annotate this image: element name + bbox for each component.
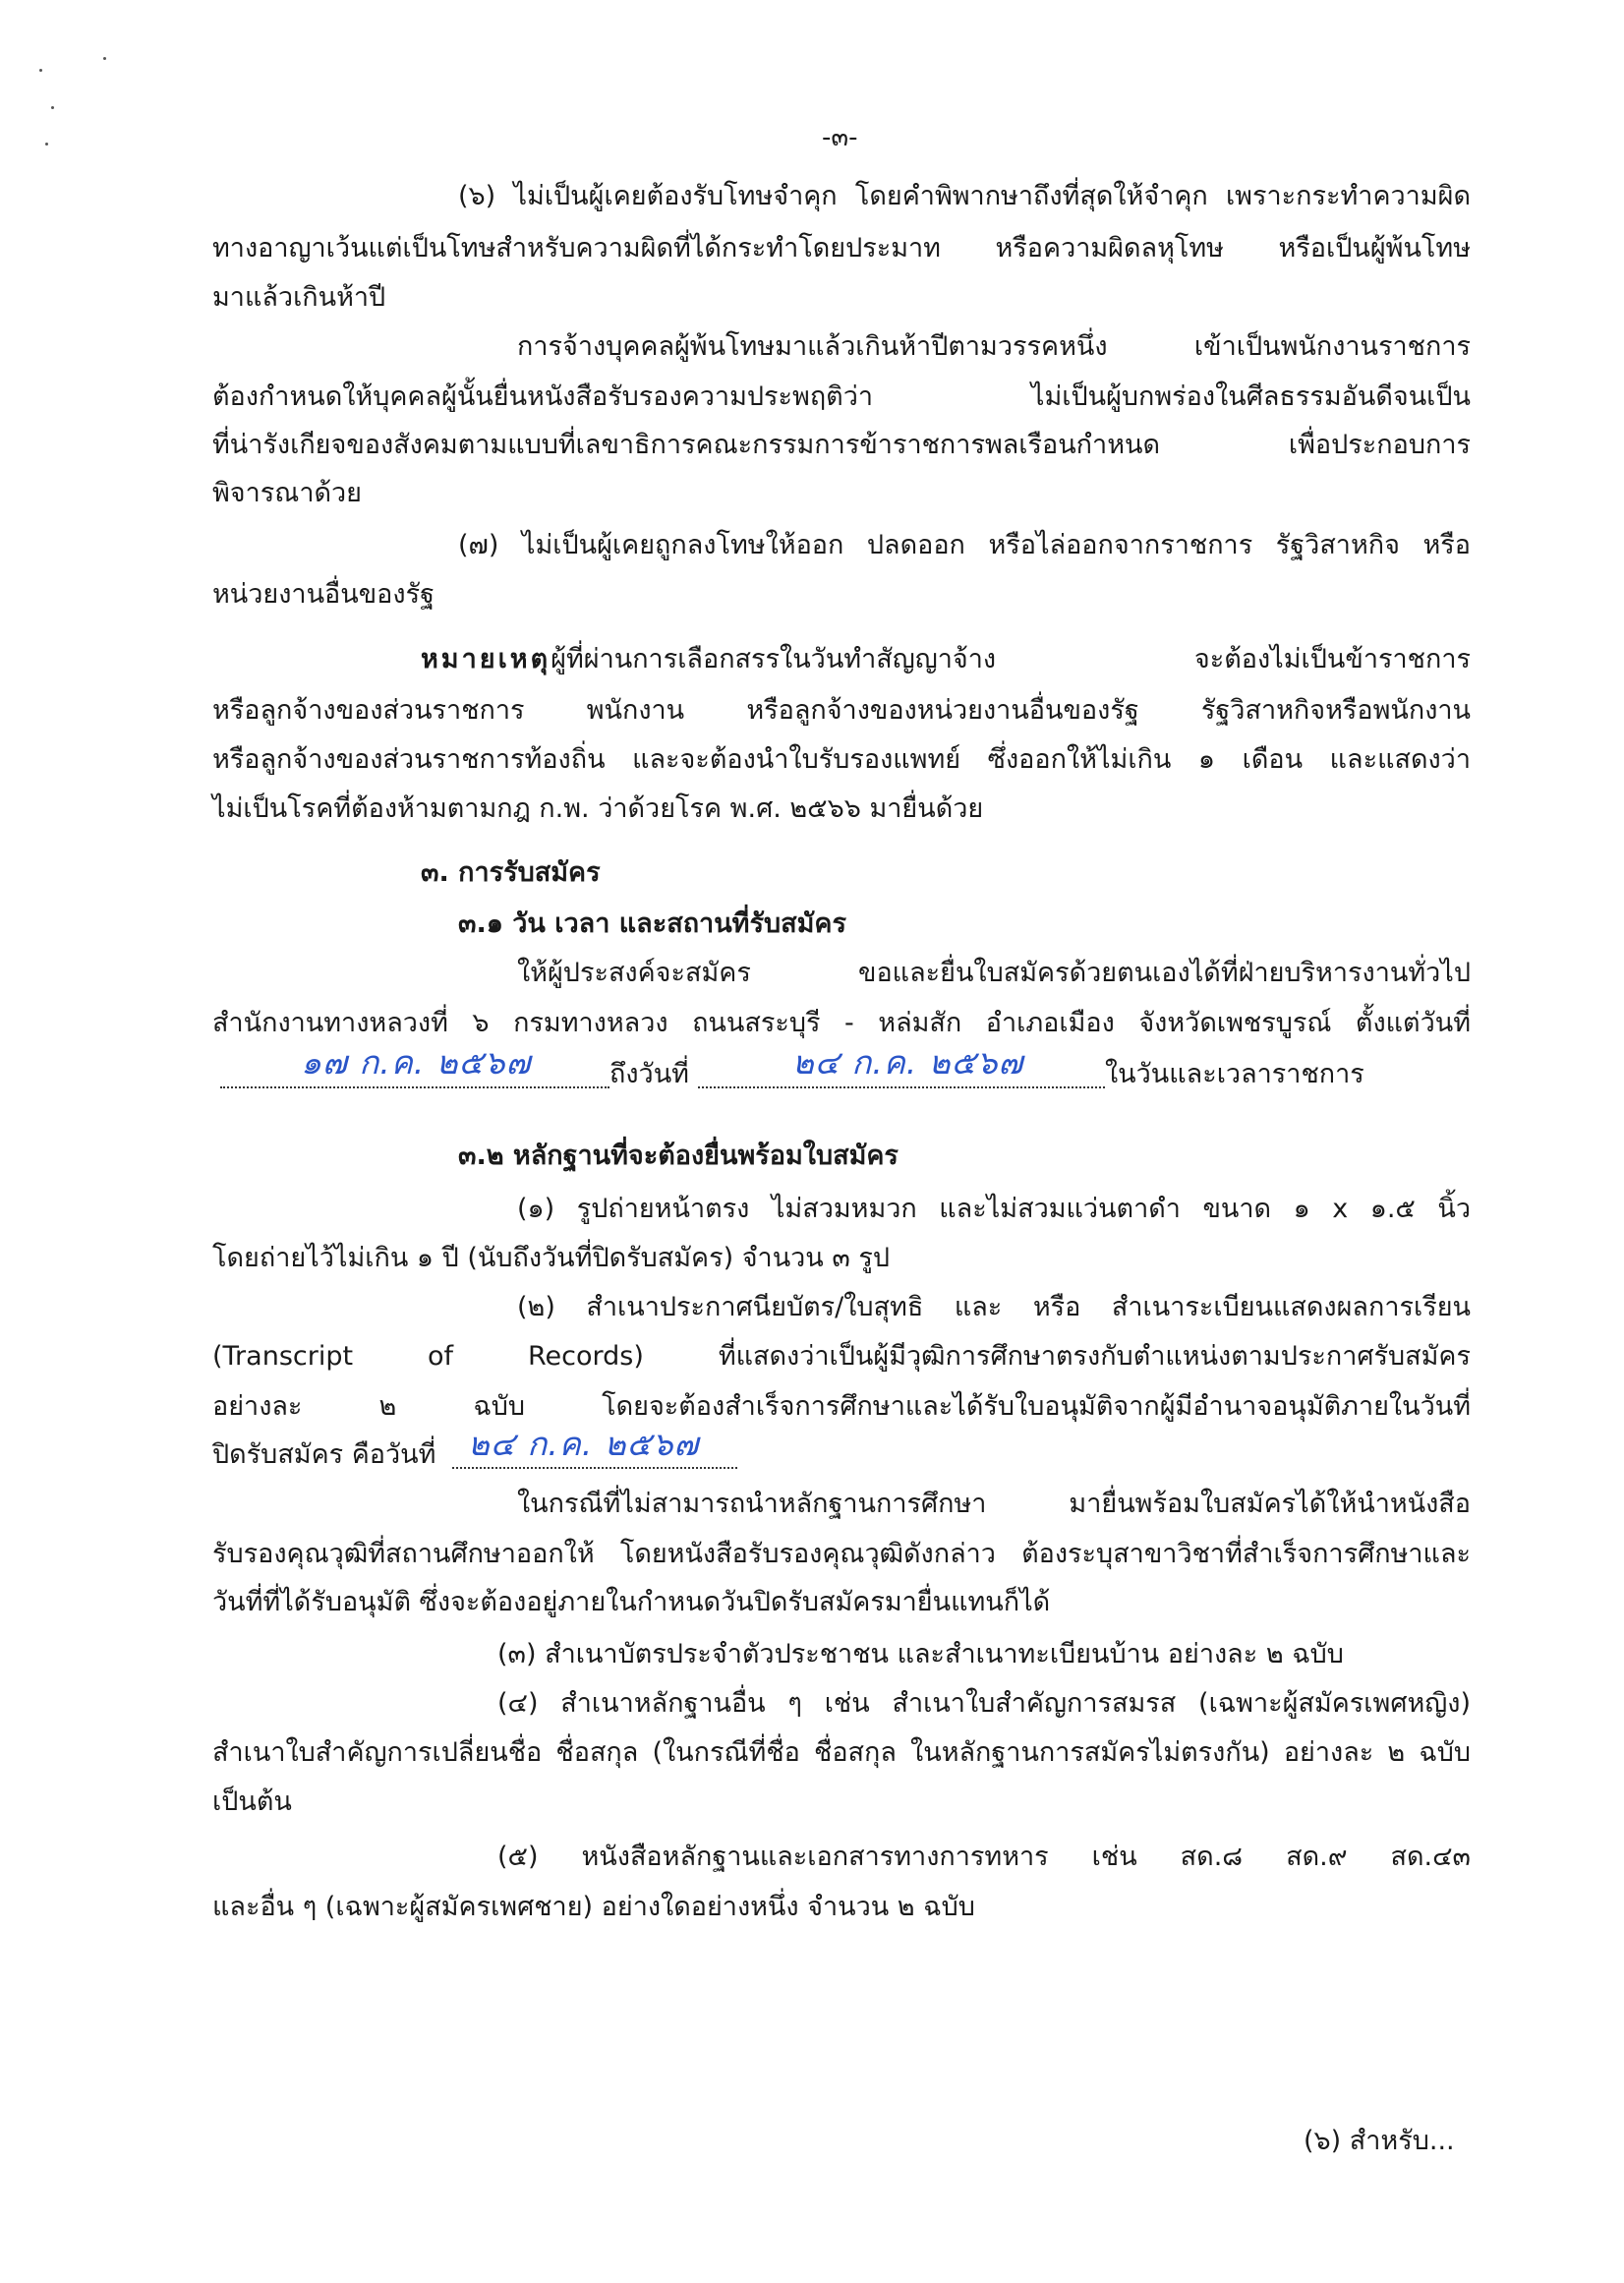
paragraph-line: หรือลูกจ้างของส่วนราชการท้องถิ่น และจะต้องนำใบรับรองแพทย์ ซึ่งออกให้ไม่เกิน ๑ เดือน และแสดงว่า	[212, 744, 1471, 775]
subsection-heading: ๓.๒ หลักฐานที่จะต้องยื่นพร้อมใบสมัคร	[458, 1141, 899, 1171]
continuation-marker: (๖) สำหรับ...	[1304, 2126, 1455, 2156]
paragraph-line: หรือลูกจ้างของส่วนราชการ พนักงาน หรือลูกจ้างของหน่วยงานอื่นของรัฐ รัฐวิสาหกิจหรือพนักงาน	[212, 695, 1471, 726]
paragraph-line: เป็นต้น	[212, 1786, 292, 1817]
paragraph-line: (Transcript of Records) ที่แสดงว่าเป็นผู้มีวุฒิการศึกษาตรงกับตำแหน่งตามประกาศรับสมัคร	[212, 1341, 1471, 1372]
scan-speck	[39, 69, 42, 72]
note-label: หมายเหตุ	[421, 644, 551, 674]
handwritten-end-date: ๒๔ ก.ค. ๒๕๖๗	[792, 1043, 1024, 1082]
subsection-heading: ๓.๑ วัน เวลา และสถานที่รับสมัคร	[458, 908, 846, 939]
paragraph-line: หน่วยงานอื่นของรัฐ	[212, 579, 435, 610]
paragraph-line: ไม่เป็นโรคที่ต้องห้ามตามกฎ ก.พ. ว่าด้วยโรค พ.ศ. ๒๕๖๖ มายื่นด้วย	[212, 793, 984, 824]
handwritten-start-date: ๑๗ ก.ค. ๒๕๖๗	[301, 1043, 532, 1082]
paragraph-line: (๔) สำเนาหลักฐานอื่น ๆ เช่น สำเนาใบสำคัญการสมรส (เฉพาะผู้สมัครเพศหญิง)	[497, 1688, 1471, 1719]
paragraph-line: ทางอาญาเว้นแต่เป็นโทษสำหรับความผิดที่ได้กระทำโดยประมาท หรือความผิดลหุโทษ หรือเป็นผู้พ้นโทษ	[212, 233, 1471, 263]
paragraph-line: (๑) รูปถ่ายหน้าตรง ไม่สวมหมวก และไม่สวมแว่นตาดำ ขนาด ๑ x ๑.๕ นิ้ว	[517, 1194, 1471, 1224]
date-to-label: ถึงวันที่	[609, 1059, 689, 1089]
note-line	[421, 642, 1471, 677]
scan-speck	[51, 106, 54, 109]
section-heading: ๓. การรับสมัคร	[421, 857, 601, 888]
paragraph-line: (๗) ไม่เป็นผู้เคยถูกลงโทษให้ออก ปลดออก หรือไล่ออกจากราชการ รัฐวิสาหกิจ หรือ	[458, 530, 1471, 560]
paragraph-line: มาแล้วเกินห้าปี	[212, 282, 386, 313]
scan-speck	[45, 143, 48, 146]
paragraph-line: อย่างละ ๒ ฉบับ โดยจะต้องสำเร็จการศึกษาและได้รับใบอนุมัติจากผู้มีอำนาจอนุมัติภายในวันที่	[212, 1391, 1471, 1422]
paragraph-line: (๕) หนังสือหลักฐานและเอกสารทางการทหาร เช่น สด.๘ สด.๙ สด.๔๓	[497, 1842, 1471, 1872]
paragraph-line: (๖) ไม่เป็นผู้เคยต้องรับโทษจำคุก โดยคำพิพากษาถึงที่สุดให้จำคุก เพราะกระทำความผิด	[458, 181, 1471, 211]
paragraph-line: ให้ผู้ประสงค์จะสมัคร ขอและยื่นใบสมัครด้วยตนเองได้ที่ฝ่ายบริหารงานทั่วไป	[517, 958, 1471, 988]
paragraph-line: ในกรณีที่ไม่สามารถนำหลักฐานการศึกษา มายื่นพร้อมใบสมัครได้ให้นำหนังสือ	[517, 1489, 1471, 1519]
scan-speck	[103, 57, 106, 60]
paragraph-line: (๓) สำเนาบัตรประจำตัวประชาชน และสำเนาทะเบียนบ้าน อย่างละ ๒ ฉบับ	[497, 1639, 1344, 1669]
paragraph-line: และอื่น ๆ (เฉพาะผู้สมัครเพศชาย) อย่างใดอย่างหนึ่ง จำนวน ๒ ฉบับ	[212, 1892, 975, 1922]
paragraph-line: ต้องกำหนดให้บุคคลผู้นั้นยื่นหนังสือรับรองความประพฤติว่า ไม่เป็นผู้บกพร่องในศีลธรรมอันดีจนเป็น	[212, 381, 1471, 412]
paragraph-line: สำนักงานทางหลวงที่ ๖ กรมทางหลวง ถนนสระบุรี - หล่มสัก อำเภอเมือง จังหวัดเพชรบูรณ์ ตั้งแต่วันที่	[212, 1008, 1471, 1038]
paragraph-line: การจ้างบุคคลผู้พ้นโทษมาแล้วเกินห้าปีตามวรรคหนึ่ง เข้าเป็นพนักงานราชการ	[517, 331, 1471, 362]
page-number: -๓-	[822, 123, 858, 152]
note-text: ผู้ที่ผ่านการเลือกสรรในวันทำสัญญาจ้าง จะต้องไม่เป็นข้าราชการ	[551, 644, 1471, 674]
paragraph-line: พิจารณาด้วย	[212, 478, 363, 508]
handwritten-closing-date: ๒๔ ก.ค. ๒๕๖๗	[468, 1425, 700, 1463]
paragraph-line: ปิดรับสมัคร คือวันที่	[212, 1439, 436, 1470]
paragraph-line: วันที่ที่ได้รับอนุมัติ ซึ่งจะต้องอยู่ภายในกำหนดวันปิดรับสมัครมายื่นแทนก็ได้	[212, 1587, 1051, 1617]
paragraph-line: ที่น่ารังเกียจของสังคมตามแบบที่เลขาธิการคณะกรรมการข้าราชการพลเรือนกำหนด เพื่อประกอบการ	[212, 430, 1471, 460]
paragraph-line: รับรองคุณวุฒิที่สถานศึกษาออกให้ โดยหนังสือรับรองคุณวุฒิดังกล่าว ต้องระบุสาขาวิชาที่สำเร็จการศึกษาและ	[212, 1539, 1471, 1569]
paragraph-line: (๒) สำเนาประกาศนียบัตร/ใบสุทธิ และ หรือ สำเนาระเบียนแสดงผลการเรียน	[517, 1292, 1471, 1322]
paragraph-line: สำเนาใบสำคัญการเปลี่ยนชื่อ ชื่อสกุล (ในกรณีที่ชื่อ ชื่อสกุล ในหลักฐานการสมัครไม่ตรงกัน) อย่างละ ๒ ฉบับ	[212, 1737, 1471, 1768]
date-end-label: ในวันและเวลาราชการ	[1105, 1059, 1364, 1089]
paragraph-line: โดยถ่ายไว้ไม่เกิน ๑ ปี (นับถึงวันที่ปิดรับสมัคร) จำนวน ๓ รูป	[212, 1243, 891, 1273]
